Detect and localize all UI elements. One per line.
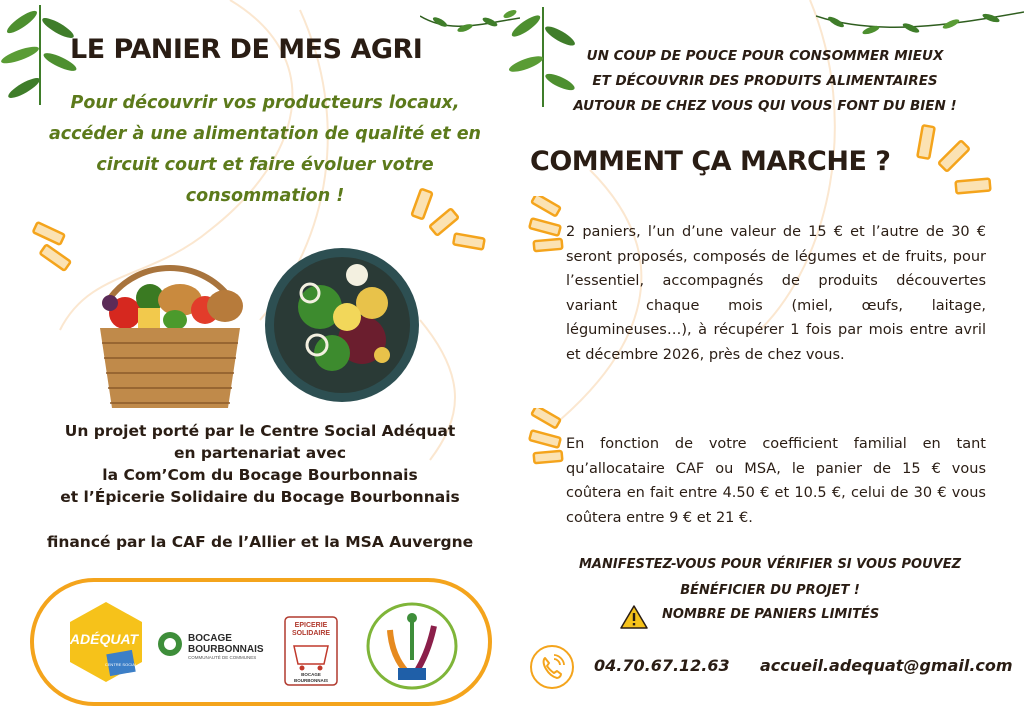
sunburst-icon [410, 186, 490, 266]
call-to-action [560, 552, 980, 604]
bocage-logo-line2: BOURBONNAIS [188, 644, 264, 655]
project-line: Un projet porté par le Centre Social Adéquat [64, 422, 456, 440]
phone-number[interactable]: 04.70.67.12.63 [594, 656, 730, 675]
intro-line: accéder à une alimentation de qualité et en [48, 124, 482, 144]
adequat-logo-sub: CENTRE SOCIAL [104, 662, 138, 667]
bocage-logo-line1: BOCAGE [188, 633, 232, 644]
epicerie-solidaire-logo [284, 616, 338, 686]
adequat-logo [68, 600, 144, 684]
sunburst-icon [900, 120, 1000, 210]
epicerie-logo-line2: SOLIDAIRE [291, 630, 331, 637]
vegetable-basket-icon [80, 258, 255, 413]
salad-bowl-icon [262, 245, 422, 405]
email-address[interactable]: accueil.adequat@gmail.com [760, 656, 1013, 675]
intro-line: circuit court et faire évoluer votre [96, 155, 434, 175]
epicerie-logo-line4: BOURBONNAIS [293, 678, 329, 683]
tagline [520, 44, 1010, 119]
partner-logos-box [30, 578, 492, 706]
paragraph-pricing: En fonction de votre coefficient familial en tant qu’allocataire CAF ou MSA, le panier de 15 € vous coûtera en fait entre 4.50 € et 10.5 €, celui de 30 € vous coûtera entre 9 € et 21 €. [566, 436, 986, 526]
epicerie-logo-line1: EPICERIE [294, 622, 328, 629]
how-it-works-title: COMMENT ÇA MARCHE ? [530, 146, 891, 177]
vine-leaves-icon [816, 2, 1024, 46]
tagline-line: ET DÉCOUVRIR DES PRODUITS ALIMENTAIRES [592, 73, 938, 89]
tagline-line: UN COUP DE POUCE POUR CONSOMMER MIEUX [586, 48, 944, 64]
bocage-logo-sub: COMMUNAUTÉ DE COMMUNES [188, 655, 257, 660]
intro-line: consommation ! [185, 186, 345, 206]
adequat-logo-text: ADÉQUAT [69, 631, 139, 647]
main-title: LE PANIER DE MES AGRI [70, 34, 423, 65]
project-line: en partenariat avec [173, 444, 347, 462]
cta-line: BÉNÉFICIER DU PROJET ! [680, 583, 860, 598]
phone-icon [530, 645, 574, 689]
warning-icon [620, 604, 648, 630]
tagline-line: AUTOUR DE CHEZ VOUS QUI VOUS FONT DU BIEN ! [573, 98, 957, 114]
cta-line: MANIFESTEZ-VOUS POUR VÉRIFIER SI VOUS POUVEZ [579, 557, 961, 572]
paragraph-baskets: 2 paniers, l’un d’une valeur de 15 € et l’autre de 30 € seront proposés, composés de légumes et de fruits, pour l’essentiel, accompagnés de produits découvertes variant chaque mois (miel, œufs, laitage, légumineuses…), à récupérer 1 fois par mois entre avril et décembre 2026, près de chez vous. [566, 224, 986, 363]
project-line: et l’Épicerie Solidaire du Bocage Bourbonnais [60, 488, 460, 506]
project-text [20, 420, 500, 508]
caf-msa-logo [362, 600, 462, 692]
intro-line: Pour découvrir vos producteurs locaux, [70, 93, 460, 113]
epicerie-logo-line3: BOCAGE [301, 672, 321, 677]
sunburst-icon [524, 196, 570, 256]
project-line: la Com’Com du Bocage Bourbonnais [102, 466, 418, 484]
sunburst-icon [524, 408, 570, 468]
funding-text: financé par la CAF de l’Allier et la MSA Auvergne [46, 533, 474, 551]
bocage-bourbonnais-logo [156, 628, 286, 668]
limited-text: NOMBRE DE PANIERS LIMITÉS [662, 607, 880, 622]
